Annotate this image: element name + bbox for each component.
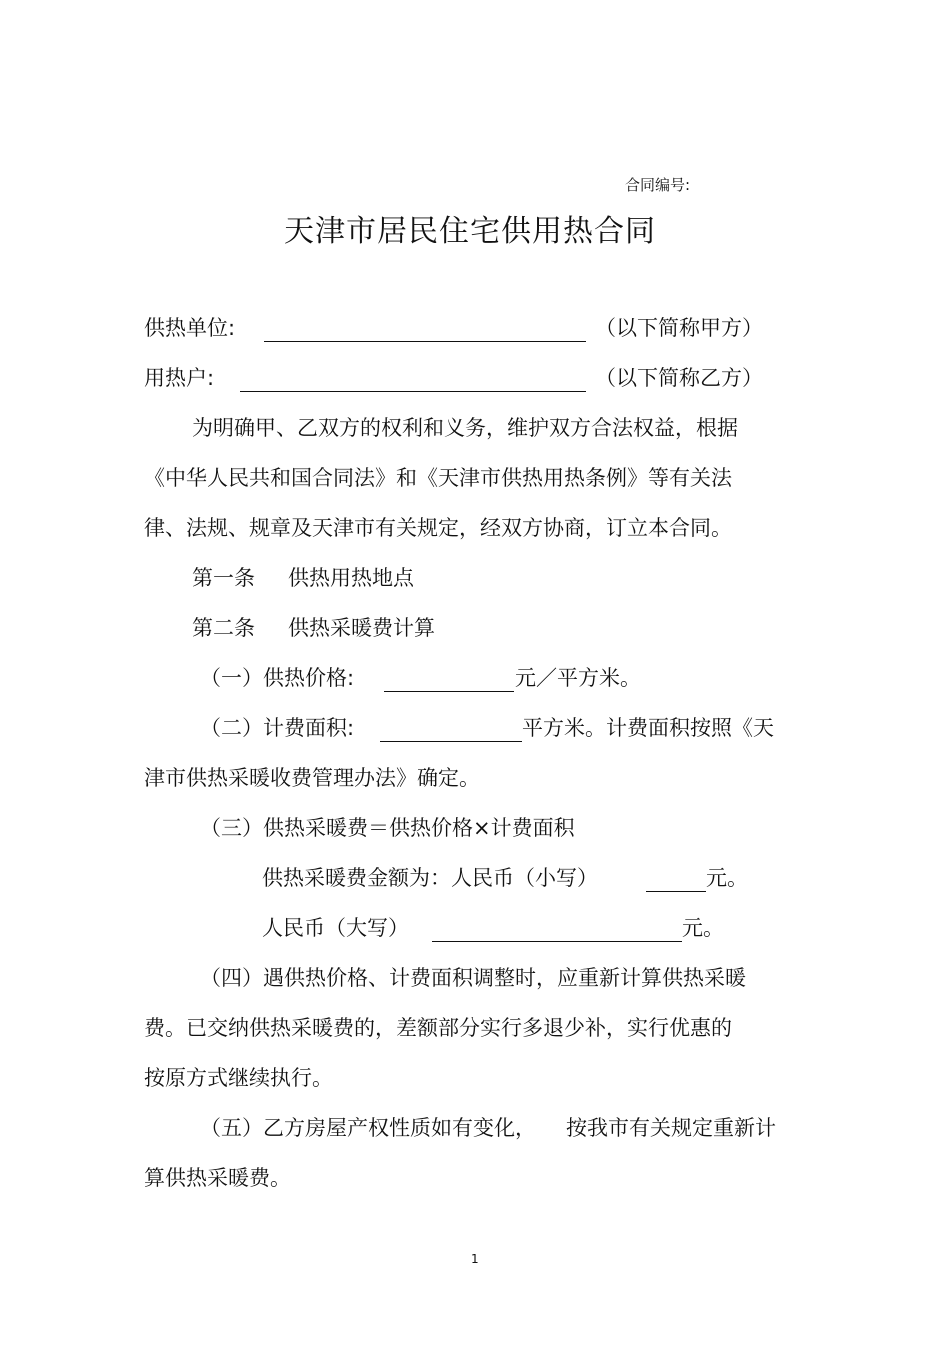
user-label: 用热户: — [144, 366, 215, 390]
supplier-blank-line — [264, 341, 586, 342]
contract-number-label: 合同编号: — [625, 176, 691, 194]
item-5-line-2: 算供热采暖费。 — [144, 1166, 291, 1190]
price-blank-line — [384, 691, 514, 692]
article-2-number: 第二条 — [192, 616, 255, 640]
item-1-label: （一）供热价格: — [200, 666, 355, 690]
article-2-title: 供热采暖费计算 — [288, 616, 435, 640]
user-blank-line — [240, 391, 586, 392]
supplier-suffix: （以下简称甲方） — [595, 316, 763, 340]
item-1-unit: 元／平方米。 — [515, 666, 641, 690]
supplier-label: 供热单位: — [144, 316, 236, 340]
article-1-title: 供热用热地点 — [288, 566, 414, 590]
amount-big-label: 人民币（大写） — [262, 916, 409, 940]
page-number: 1 — [471, 1252, 479, 1266]
preamble-line-2: 《中华人民共和国合同法》和《天津市供热用热条例》等有关法 — [144, 466, 732, 490]
amount-small-label: 供热采暖费金额为：人民币（小写） — [262, 866, 598, 890]
user-suffix: （以下简称乙方） — [595, 366, 763, 390]
item-2-line-2: 津市供热采暖收费管理办法》确定。 — [144, 766, 480, 790]
document-title: 天津市居民住宅供用热合同 — [284, 214, 656, 249]
amount-small-unit: 元。 — [706, 866, 748, 890]
item-4-line-3: 按原方式继续执行。 — [144, 1066, 333, 1090]
item-4-line-1: （四）遇供热价格、计费面积调整时，应重新计算供热采暖 — [200, 966, 746, 990]
item-5-line-1a: （五）乙方房屋产权性质如有变化， — [200, 1116, 536, 1140]
item-5-line-1b: 按我市有关规定重新计 — [566, 1116, 776, 1140]
article-1-number: 第一条 — [192, 566, 255, 590]
item-3-formula: （三）供热采暖费＝供热价格×计费面积 — [200, 816, 575, 840]
item-4-line-2: 费。已交纳供热采暖费的，差额部分实行多退少补，实行优惠的 — [144, 1016, 732, 1040]
amount-big-unit: 元。 — [682, 916, 724, 940]
item-2-rest: 平方米。计费面积按照《天 — [522, 716, 774, 740]
preamble-line-3: 律、法规、规章及天津市有关规定，经双方协商，订立本合同。 — [144, 516, 732, 540]
amount-big-blank-line — [432, 941, 682, 942]
preamble-line-1: 为明确甲、乙双方的权利和义务，维护双方合法权益，根据 — [192, 416, 738, 440]
area-blank-line — [380, 741, 522, 742]
item-2-label: （二）计费面积: — [200, 716, 355, 740]
amount-small-blank-line — [646, 891, 706, 892]
